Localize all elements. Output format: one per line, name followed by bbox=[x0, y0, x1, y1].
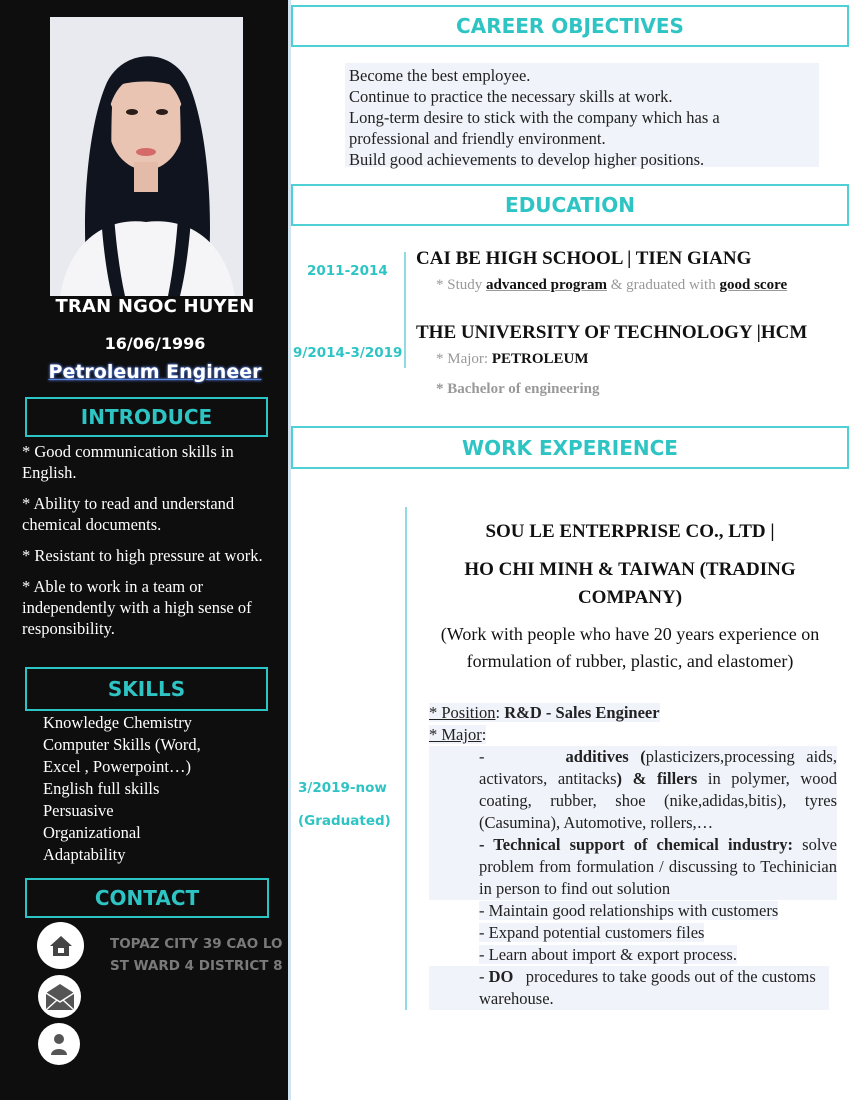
work-experience-heading: WORK EXPERIENCE bbox=[291, 426, 849, 469]
position-value: R&D - Sales Engineer bbox=[504, 703, 660, 722]
home-icon bbox=[37, 922, 84, 969]
profile-photo bbox=[50, 17, 243, 296]
skill-item: Computer Skills (Word, bbox=[43, 735, 201, 754]
user-icon bbox=[38, 1023, 80, 1065]
education-school: THE UNIVERSITY OF TECHNOLOGY |HCM bbox=[416, 322, 808, 343]
work-duty: - Expand potential customers files bbox=[479, 923, 705, 942]
highlight: advanced program bbox=[486, 277, 607, 293]
skills-list bbox=[43, 712, 273, 866]
contact-heading: CONTACT bbox=[25, 878, 269, 918]
objective-line: professional and friendly environment. bbox=[349, 129, 606, 148]
skill-item: English full skills bbox=[43, 779, 160, 798]
education-date: 2011-2014 bbox=[307, 263, 388, 279]
sidebar-divider bbox=[288, 0, 291, 1100]
skill-item: Knowledge Chemistry bbox=[43, 713, 192, 732]
objective-line: Long-term desire to stick with the company which has a bbox=[349, 108, 720, 127]
career-objectives-heading: CAREER OBJECTIVES bbox=[291, 5, 849, 47]
skill-item: Persuasive bbox=[43, 801, 114, 820]
education-degree: * Bachelor of engineering bbox=[436, 381, 600, 397]
introduce-heading: INTRODUCE bbox=[25, 397, 268, 437]
profile-name: TRAN NGOC HUYEN bbox=[55, 296, 255, 317]
objective-line: Become the best employee. bbox=[349, 66, 531, 85]
introduce-item: * Able to work in a team or independently with a high sense of responsibility. bbox=[22, 577, 252, 638]
address-line-2: ST WARD 4 DISTRICT 8 bbox=[110, 958, 283, 974]
education-school: CAI BE HIGH SCHOOL | TIEN GIANG bbox=[416, 248, 752, 269]
skill-item: Excel , Powerpoint…) bbox=[43, 757, 192, 776]
objective-line: Continue to practice the necessary skills at work. bbox=[349, 87, 673, 106]
work-status: (Graduated) bbox=[298, 813, 391, 829]
introduce-item: * Good communication skills in English. bbox=[22, 442, 234, 482]
education-major: * Major: PETROLEUM bbox=[436, 351, 589, 367]
education-timeline bbox=[404, 252, 406, 368]
work-major-technical: - Technical support of chemical industry: solve problem from formulation / discussing to Techinician in person to find out solution bbox=[429, 834, 837, 900]
company-name: SOU LE ENTERPRISE CO., LTD | bbox=[485, 521, 775, 542]
work-duty: - Maintain good relationships with customers bbox=[479, 901, 779, 920]
education-heading: EDUCATION bbox=[291, 184, 849, 226]
highlight: good score bbox=[719, 277, 788, 293]
skill-item: Organizational bbox=[43, 823, 141, 842]
company-note: (Work with people who have 20 years experience on formulation of rubber, plastic, and elastomer) bbox=[440, 624, 820, 671]
education-detail: * Study advanced program & graduated with good score bbox=[436, 277, 788, 293]
introduce-item: * Resistant to high pressure at work. bbox=[22, 546, 263, 565]
skill-item: Adaptability bbox=[43, 845, 126, 864]
introduce-item: * Ability to read and understand chemical documents. bbox=[22, 494, 235, 534]
introduce-list bbox=[22, 441, 270, 649]
education-date: 9/2014-3/2019 bbox=[293, 345, 403, 361]
skills-heading: SKILLS bbox=[25, 667, 268, 711]
work-major-additives: - additives (plasticizers,processing aids, activators, antitacks) & fillers in polymer, wood coating, rubber, shoe (nike,adidas,bitis), tyres (Casumina), Automotive, rollers,… bbox=[429, 746, 837, 834]
contact-address bbox=[110, 933, 283, 977]
mail-icon bbox=[38, 975, 81, 1018]
career-objectives-text bbox=[345, 63, 819, 167]
work-details: * Position: R&D - Sales Engineer * Major: - additives (plasticizers,processing aids, activators, antitacks) & fillers in polymer, wood coating, rubber, shoe (nike,adidas,bitis), tyres (Casumina), Automotive, rollers,… - Technical support of chemical industry: solve problem from formulation / discussing to Techinician in person to find out solution - Maintain good relationships with customers - Expand potential customers files - Learn about import & export process. - DO procedures to take goods out of the customs warehouse. bbox=[429, 703, 837, 1008]
objective-line: Build good achievements to develop higher positions. bbox=[349, 150, 705, 169]
profile-dob: 16/06/1996 bbox=[104, 334, 206, 353]
work-duty: - DO procedures to take goods out of the customs warehouse. bbox=[429, 966, 829, 1010]
company-location: HO CHI MINH & TAIWAN (TRADING COMPANY) bbox=[464, 559, 796, 608]
work-duty: - Learn about import & export process. bbox=[479, 945, 737, 964]
work-date: 3/2019-now bbox=[298, 780, 387, 796]
work-timeline bbox=[405, 507, 407, 1010]
profile-title: Petroleum Engineer bbox=[48, 361, 262, 383]
address-line-1: TOPAZ CITY 39 CAO LO bbox=[110, 936, 283, 952]
